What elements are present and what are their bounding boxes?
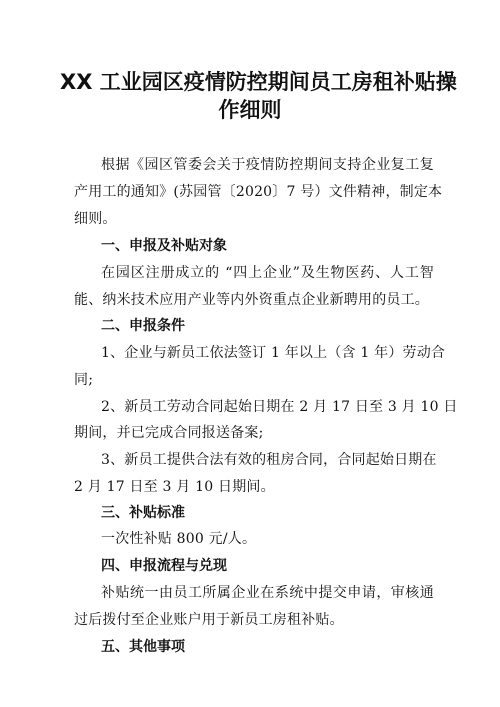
section-1-line-2: 能、纳米技术应用产业等内外资重点企业新聘用的员工。 <box>74 292 429 308</box>
intro-paragraph-line-2: 产用工的通知》(苏园管〔2020〕7 号）文件精神，制定本 <box>74 184 443 200</box>
section-1-line-1: 在园区注册成立的 “四上企业”及生物医药、人工智 <box>101 265 434 281</box>
section-2-condition-3-line-1: 3、新员工提供合法有效的租房合同，合同起始日期在 <box>101 452 437 468</box>
section-2-condition-1-line-2: 同; <box>74 372 94 388</box>
section-4-line-1: 补贴统一由员工所属企业在系统中提交申请，审核通 <box>101 585 434 601</box>
section-2-heading: 二、申报条件 <box>101 318 185 334</box>
document-title-line-2: 作细则 <box>218 98 282 122</box>
section-4-line-2: 过后拨付至企业账户用于新员工房租补贴。 <box>74 612 344 628</box>
section-2-condition-2-line-2: 期间，并已完成合同报送备案; <box>74 425 264 441</box>
section-1-heading: 一、申报及补贴对象 <box>101 238 227 254</box>
section-2-condition-3-line-2: 2 月 17 日至 3 月 10 日期间。 <box>74 479 275 495</box>
section-2-condition-1-line-1: 1、企业与新员工依法签订 1 年以上（含 1 年）劳动合 <box>101 345 446 361</box>
intro-paragraph-line-1: 根据《园区管委会关于疫情防控期间支持企业复工复 <box>101 157 434 173</box>
section-3-line-1: 一次性补贴 800 元/人。 <box>101 531 257 547</box>
section-5-heading: 五、其他事项 <box>101 639 185 655</box>
section-3-heading: 三、补贴标准 <box>101 505 185 521</box>
section-4-heading: 四、申报流程与兑现 <box>101 558 227 574</box>
section-2-condition-2-line-1: 2、新员工劳动合同起始日期在 2 月 17 日至 3 月 10 日 <box>101 399 458 415</box>
document-title-line-1: XX 工业园区疫情防控期间员工房租补贴操 <box>60 70 457 94</box>
intro-paragraph-line-3: 细则。 <box>74 211 117 227</box>
